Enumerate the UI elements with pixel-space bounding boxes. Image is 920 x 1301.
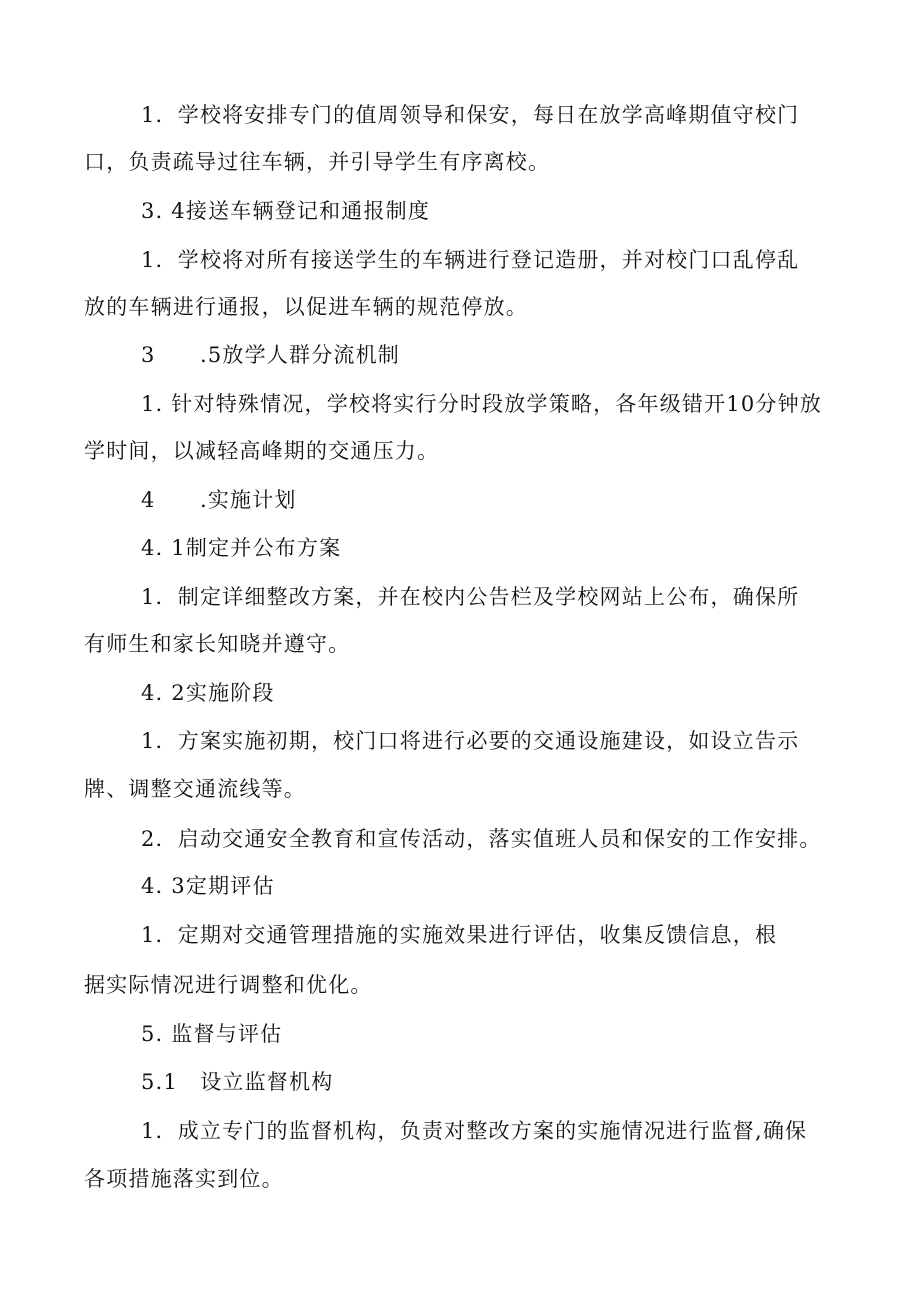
section-heading: 5. 监督与评估: [141, 1022, 283, 1046]
paragraph-line: 有师生和家长知晓并遵守。: [84, 632, 351, 656]
paragraph-line: 1．学校将安排专门的值周领导和保安，每日在放学高峰期值守校门: [141, 103, 800, 127]
section-heading: 3. 4接送车辆登记和通报制度: [141, 199, 431, 223]
paragraph-line: 1．成立专门的监督机构，负责对整改方案的实施情况进行监督,确保: [141, 1119, 808, 1143]
paragraph-line: 牌、调整交通流线等。: [84, 777, 306, 801]
paragraph-line: 学时间，以减轻高峰期的交通压力。: [84, 439, 440, 463]
paragraph-line: 1．学校将对所有接送学生的车辆进行登记造册，并对校门口乱停乱: [141, 248, 800, 272]
section-heading: 4. 3定期评估: [141, 874, 275, 898]
paragraph-line: 1．定期对交通管理措施的实施效果进行评估，收集反馈信息，根: [141, 923, 778, 947]
paragraph-line: 据实际情况进行调整和优化。: [84, 973, 373, 997]
paragraph-line: 2．启动交通安全教育和宣传活动，落实值班人员和保安的工作安排。: [141, 827, 822, 851]
paragraph-line: 1．制定详细整改方案，并在校内公告栏及学校网站上公布，确保所: [141, 585, 800, 609]
section-heading: 4. 2实施阶段: [141, 681, 275, 705]
section-heading: 3 .5放学人群分流机制: [141, 343, 400, 367]
section-heading: 5.1 设立监督机构: [141, 1070, 334, 1094]
paragraph-line: 放的车辆进行通报，以促进车辆的规范停放。: [84, 295, 528, 319]
section-heading: 4 .实施计划: [141, 488, 297, 512]
paragraph-line: 口，负责疏导过往车辆，并引导学生有序离校。: [84, 150, 551, 174]
paragraph-line: 各项措施落实到位。: [84, 1167, 284, 1191]
paragraph-line: 1. 针对特殊情况，学校将实行分时段放学策略，各年级错开10分钟放: [141, 392, 823, 416]
paragraph-line: 1．方案实施初期，校门口将进行必要的交通设施建设，如设立告示: [141, 729, 800, 753]
section-heading: 4. 1制定并公布方案: [141, 536, 342, 560]
